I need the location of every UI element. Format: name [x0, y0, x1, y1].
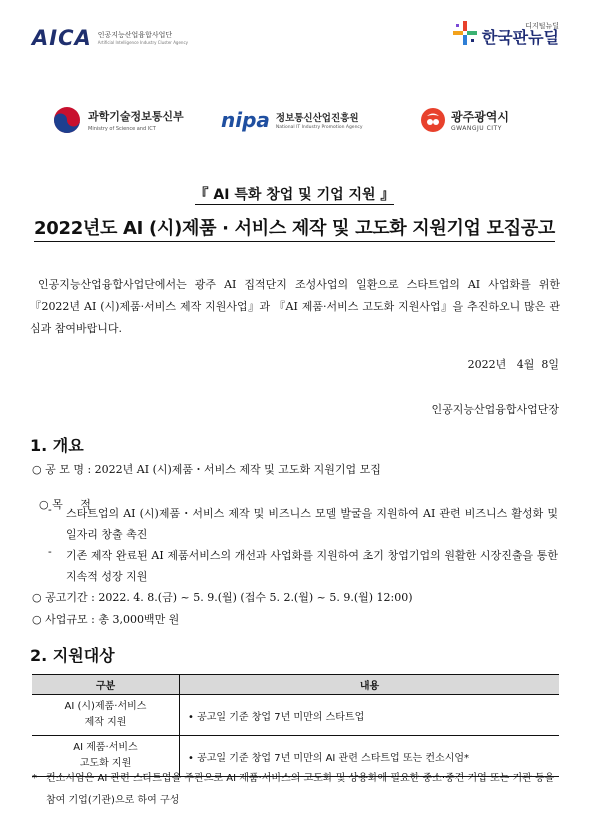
table-row	[32, 695, 559, 736]
section-heading-eligibility: 2. 지원대상	[30, 646, 115, 665]
aica-name: 인공지능산업융합사업단	[97, 30, 173, 39]
msit-name-en: Ministry of Science and ICT	[88, 126, 156, 132]
msit-logo	[52, 105, 184, 135]
table-cell: • 공고일 기준 창업 7년 미만의 AI 관련 스타트업 또는 컨소시엄*	[180, 736, 560, 777]
purpose-item: - 스타트업의 AI (시)제품・서비스 제작 및 비즈니스 모델 발굴을 지원하여 AI 관련 비즈니스 활성화 및 일자리 창출 촉진	[48, 503, 558, 541]
gwangju-emblem-icon	[420, 107, 446, 133]
aica-logo	[32, 26, 188, 50]
partner-logos	[0, 105, 589, 145]
taegeuk-emblem-icon	[52, 105, 82, 135]
table-cell: AI (시)제품·서비스 제작 지원	[32, 695, 180, 736]
announcement-date: 2022년 4월 8일	[467, 358, 559, 371]
table-cell: • 공고일 기준 창업 7년 미만의 스타트업	[180, 695, 560, 736]
gwangju-logo	[420, 107, 509, 133]
list-item: ○ 사업규모 : 총 3,000백만 원	[32, 613, 180, 626]
aica-logo-word: AICA	[32, 26, 92, 50]
column-header: 내용	[180, 675, 560, 695]
footnote: * 컨소시엄은 AI 관련 스타트업을 주관으로 AI 제품·서비스의 고도화 및 상용화에 필요한 중소·중견 기업 또는 기관 등을 참여 기업(기관)으로 하여 구성	[32, 773, 555, 806]
announcement-subtitle: 『 AI 특화 창업 및 기업 지원 』	[194, 187, 395, 203]
nipa-name: 정보통신산업진흥원	[275, 113, 359, 124]
gwangju-name-en: GWANGJU CITY	[451, 125, 502, 132]
column-header: 구분	[32, 675, 180, 695]
nipa-name-en: National IT Industry Promotion Agency	[275, 125, 363, 130]
new-deal-star-icon	[452, 20, 478, 46]
nipa-logo	[221, 108, 363, 132]
nipa-logo-word: nipa	[221, 108, 270, 132]
msit-name: 과학기술정보통신부	[88, 110, 184, 123]
table-cell: AI 제품·서비스 고도화 지원	[32, 736, 180, 777]
kpan-small-label: 디지털뉴딜	[525, 22, 559, 30]
list-item: ○ 목 적	[39, 498, 91, 511]
intro-paragraph: 인공지능산업융합사업단에서는 광주 AI 집적단지 조성사업의 일환으로 스타트업의 AI 사업화를 위한 『2022년 AI (시)제품·서비스 제작 지원사업』과 『AI 제품·서비스 고도화 지원사업』을 추진하오니 많은 관심과 참여바랍니다.	[30, 278, 560, 335]
table-header-row	[32, 675, 559, 695]
section-heading-overview: 1. 개요	[30, 436, 84, 455]
eligibility-table	[32, 674, 559, 777]
korean-new-deal-logo	[452, 20, 559, 46]
aica-name-en: Artificial Intelligence Industry Cluster Agency	[97, 39, 189, 45]
kpan-big-label: 한국판뉴딜	[481, 28, 559, 47]
purpose-item: - 기존 제작 완료된 AI 제품서비스의 개선과 사업화를 지원하여 초기 창업기업의 원활한 시장진출을 통한 지속적 성장 지원	[48, 545, 558, 583]
announcement-title: 2022년도 AI (시)제품 · 서비스 제작 및 고도화 지원기업 모집공고	[0, 214, 589, 240]
issuer-name: 인공지능산업융합사업단장	[431, 403, 559, 416]
list-item: ○ 공고기간 : 2022. 4. 8.(금) ~ 5. 9.(월) (접수 5. 2.(월) ~ 5. 9.(월) 12:00)	[32, 591, 413, 604]
list-item: ○ 공 모 명 : 2022년 AI (시)제품・서비스 제작 및 고도화 지원기업 모집	[32, 463, 381, 476]
gwangju-name: 광주광역시	[451, 110, 509, 124]
